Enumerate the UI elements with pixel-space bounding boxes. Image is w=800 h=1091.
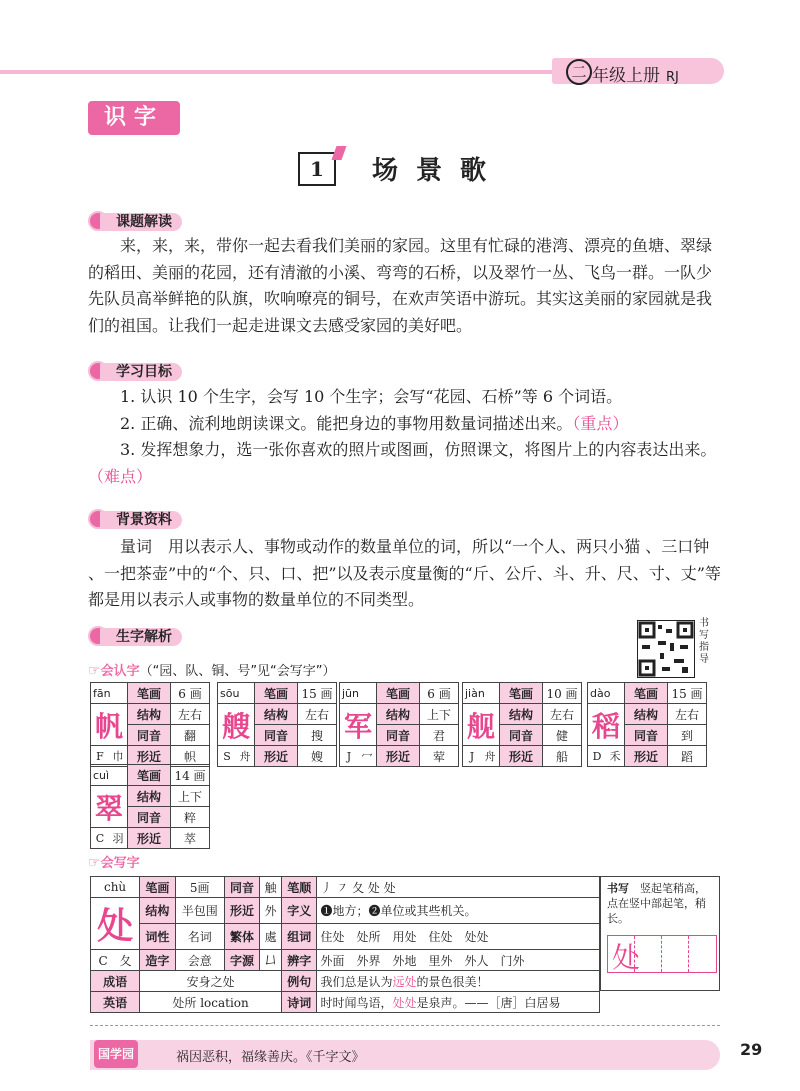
- grade-label: 年级上册 RJ: [592, 66, 679, 86]
- intro-text: 来，来，来，带你一起去看我们美丽的家园。这里有忙碌的港湾、漂亮的鱼塘、翠绿的稻田、美丽的花园，还有清澈的小溪、弯弯的石桥，以及翠竹一丛、飞鸟一群。一队少先队员高举鲜艳的队旗，吹响嘹亮的铜号，在欢声笑语中游玩。其实这美丽的家园就是我们的祖国。让我们一起走进课文去感受家园的美好吧。: [88, 236, 713, 335]
- char: 艘: [218, 704, 255, 746]
- char: 稻: [588, 704, 625, 746]
- char-card-fan: fān 笔画 6 画 帆 结构 左右 同音 翻 F 巾 形近 帜: [90, 682, 210, 762]
- char: 舰: [463, 704, 500, 746]
- grade-number: 二: [566, 59, 592, 85]
- goals-list: [88, 384, 723, 490]
- char-card-sou: sōu 笔画 15 画 艘 结构 左右 同音 搜 S 舟 形近 嫂: [217, 682, 337, 762]
- lesson-title: 场景歌: [372, 156, 505, 186]
- footer-badge: 国学园: [94, 1040, 138, 1068]
- hand-icon: ☞: [88, 855, 101, 871]
- header-line: [0, 70, 560, 74]
- stroke-order: 丿 ㇇ 夂 处 处: [317, 877, 600, 898]
- writing-grid: 处: [607, 935, 717, 973]
- write-label: ☞会写字: [88, 855, 140, 871]
- char-card-cui: cuì 笔画 14 画 翠 结构 上下 同音 粹 C 羽 形近 萃: [90, 764, 210, 844]
- char: 军: [340, 704, 377, 746]
- char-card-jun: jūn 笔画 6 画 军 结构 上下 同音 君 J 冖 形近 荤: [339, 682, 459, 762]
- goal-item: 1. 认识 10 个生字，会写 10 个生字；会写“花园、石桥”等 6 个词语。: [120, 387, 623, 406]
- write-table: chù 笔画 5画 同音 触 笔顺 丿 ㇇ 夂 处 处 处 结构 半包围 形近 外 字义 ❶地方；❷单位或其些机关。 词性 名词 繁体 處 组词 住处 处所 用处 住处 处处 C 夂 造字 会意 字源 𠙴 辨字 外面 外界 外地 里外 外人 门外 成语 安身之处 例句 我们总是认为远处的景色很美！ 英语 处所 location 诗词 时时闻鸟语，处处是泉声。——［唐］白居易: [90, 876, 600, 1013]
- footer-quote: 祸因恶积，福缘善庆。《千字文》: [176, 1050, 365, 1065]
- hand-icon: ☞: [88, 663, 101, 679]
- qr-code[interactable]: [637, 620, 695, 678]
- flag-icon: [331, 146, 346, 160]
- recognize-label: ☞会认字（“园、队、铜、号”见“会写字”）: [88, 663, 336, 679]
- background-text: 量词 用以表示人、事物或动作的数量单位的词，所以“一个人、两只小猫 、三口钟 、一把茶壶”中的“个、只、口、把”以及表示度量衡的“斤、公斤、斗、升、尺、寸、丈”等都是用以表示人或事物的数量单位的不同类型。: [88, 537, 721, 609]
- char-card-dao: dào 笔画 15 画 稻 结构 左右 同音 到 D 禾 形近 蹈: [587, 682, 707, 762]
- writing-tip: 书写 竖起笔稍高，点在竖中部起笔，稍长。 处: [600, 876, 720, 991]
- char-card-jian: jiàn 笔画 10 画 舰 结构 左右 同音 健 J 舟 形近 船: [462, 682, 582, 762]
- footer-divider: [90, 1025, 720, 1026]
- page-number: 29: [740, 1040, 763, 1059]
- lesson-number: 1: [298, 152, 336, 186]
- qr-caption: 书写指导: [699, 618, 709, 665]
- goal-item: 2. 正确、流利地朗读课文。能把身边的事物用数量词描述出来。（重点）: [120, 413, 629, 433]
- edition: RJ: [666, 70, 679, 85]
- section-tab: 识字: [88, 101, 180, 135]
- goal-item: 3. 发挥想象力，选一张你喜欢的照片或图画，仿照课文，将图片上的内容表达出来。（难点）: [88, 440, 717, 486]
- char: 翠: [91, 786, 128, 828]
- write-char: 处: [91, 898, 140, 950]
- char: 帆: [91, 704, 128, 746]
